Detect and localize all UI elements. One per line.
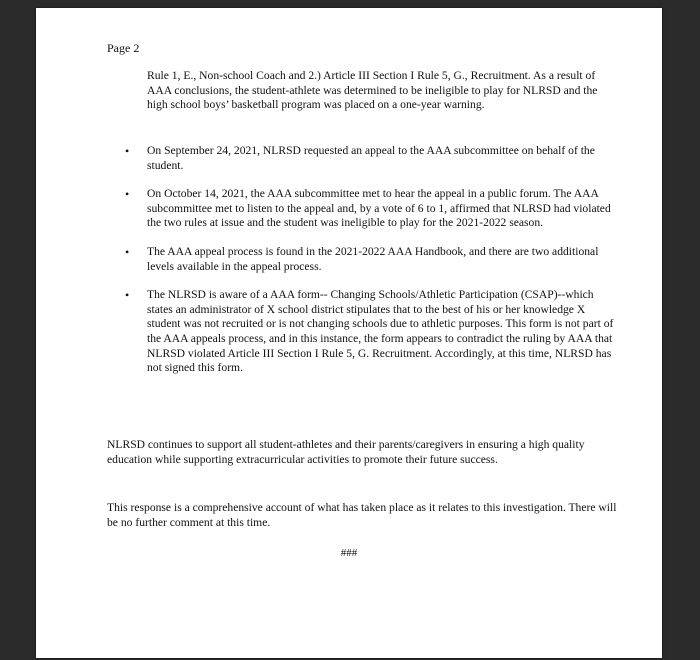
bullet-text: The AAA appeal process is found in the 2021-2022 AAA Handbook, and there are two additional levels available in the appeal process. (147, 244, 599, 273)
bullet-list (110, 144, 620, 390)
end-mark: ### (340, 547, 358, 559)
intro-paragraph: Rule 1, E., Non-school Coach and 2.) Article III Section I Rule 5, G., Recruitment. As a result of AAA conclusions, the student-athlete was determined to be ineligible to play for NLRSD and the high school boys’ basketball program was placed on a one-year warning. (147, 69, 598, 112)
bullet-icon: • (125, 244, 130, 259)
bullet-icon: • (125, 144, 130, 158)
bullet-item (110, 245, 620, 274)
bullet-text: On October 14, 2021, the AAA subcommittee met to hear the appeal in a public forum. The AAA subcommittee met to listen to the appeal and, by a vote of 6 to 1, affirmed that NLRSD had violated the two rules at issue and the student was ineligible to play for the 2021-2022 season. (147, 187, 611, 230)
bullet-item (110, 187, 620, 231)
bullet-text: On September 24, 2021, NLRSD requested an appeal to the AAA subcommittee on behalf of the student. (147, 144, 595, 172)
final-paragraph: This response is a comprehensive account of what has taken place as it relates to this investigation. There will be no further comment at this time. (107, 501, 617, 529)
document-page (36, 8, 662, 658)
bullet-text: The NLRSD is aware of a AAA form-- Changing Schools/Athletic Participation (CSAP)--which states an administrator of X school district stipulates that to the best of his or her knowledge X student was not recruited or is not changing schools due to athletic purposes. This form is not part of the AAA appeals process, and in this instance, the form appears to contradict the ruling by AAA that NLRSD violated Article III Section I Rule 5, G. Recruitment. Accordingly, at this time, NLRSD has not signed this form. (147, 288, 614, 375)
closing-paragraph: NLRSD continues to support all student-athletes and their parents/caregivers in ensuring a high quality education while supporting extracurricular activities to promote their future success. (107, 438, 585, 466)
bullet-icon: • (125, 187, 130, 202)
bullet-item (110, 288, 620, 376)
bullet-item (110, 144, 620, 173)
page-number-label: Page 2 (107, 41, 140, 55)
bullet-icon: • (125, 288, 130, 303)
